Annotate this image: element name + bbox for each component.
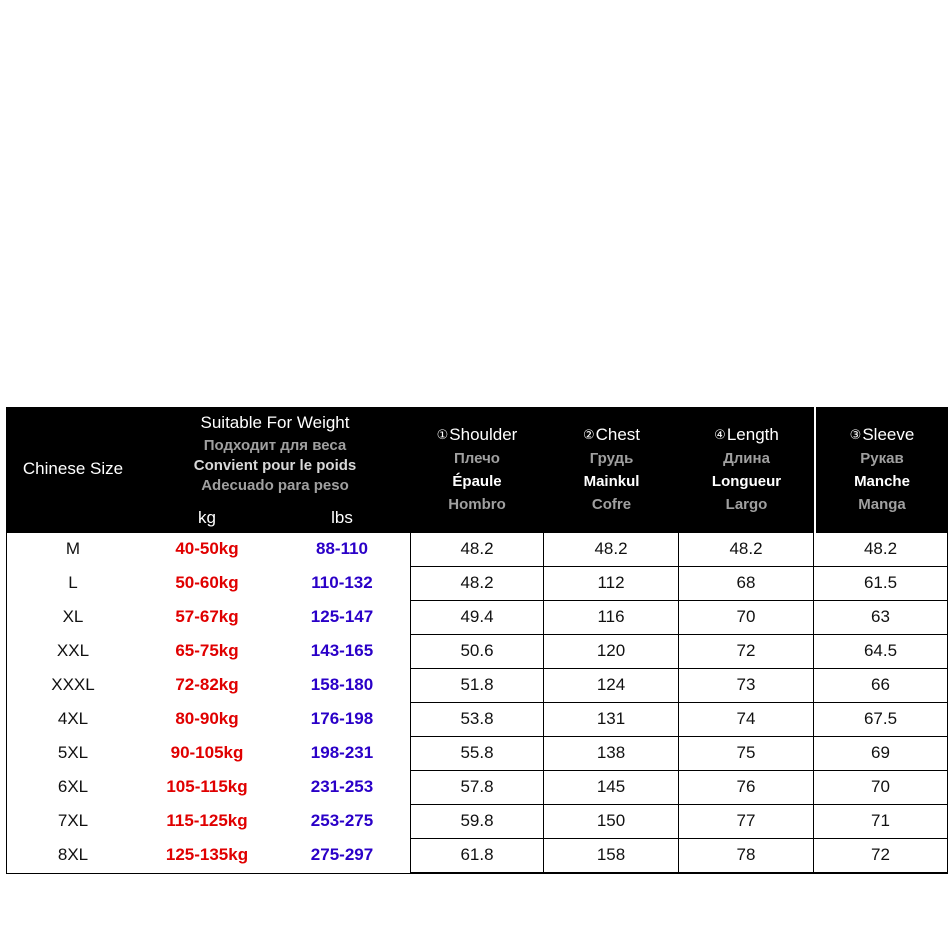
shoulder-cell: 55.8 <box>410 737 544 771</box>
length-cell: 78 <box>679 839 814 873</box>
chest-cell: 124 <box>544 669 679 703</box>
length-cell: 74 <box>679 703 814 737</box>
header-weight-fr: Convient pour le poids <box>193 457 357 474</box>
sleeve-cell: 70 <box>814 771 948 805</box>
weight-lbs-cell: 88-110 <box>316 539 368 558</box>
header-chest <box>544 407 679 533</box>
sleeve-cell: 48.2 <box>814 533 948 567</box>
length-cell: 73 <box>679 669 814 703</box>
size-cell: XXL <box>56 641 90 660</box>
weight-lbs-cell: 158-180 <box>310 675 374 694</box>
sleeve-cell: 69 <box>814 737 948 771</box>
weight-kg-cell: 65-75kg <box>175 641 239 660</box>
shoulder-cell: 59.8 <box>410 805 544 839</box>
chest-cell: 48.2 <box>544 533 679 567</box>
weight-lbs-cell: 253-275 <box>310 811 374 830</box>
chest-cell: 116 <box>544 601 679 635</box>
header-shoulder-ru: Плечо <box>454 450 500 467</box>
header-chest-number: ② <box>582 427 595 442</box>
header-length-label: Length <box>726 425 779 444</box>
shoulder-cell: 48.2 <box>410 533 544 567</box>
length-cell: 48.2 <box>679 533 814 567</box>
header-shoulder-es: Hombro <box>448 496 506 513</box>
length-cell: 68 <box>679 567 814 601</box>
weight-kg-cell: 115-125kg <box>166 811 248 830</box>
header-sleeve-label: Sleeve <box>862 425 915 444</box>
table-row <box>6 601 948 635</box>
header-length-number: ④ <box>714 427 726 442</box>
sleeve-cell: 64.5 <box>814 635 948 669</box>
chest-cell: 158 <box>544 839 679 873</box>
weight-kg-cell: 125-135kg <box>165 845 249 864</box>
weight-lbs-cell: 143-165 <box>310 641 374 660</box>
header-sleeve <box>814 407 948 533</box>
header-length <box>679 407 814 533</box>
shoulder-cell: 50.6 <box>410 635 544 669</box>
header-shoulder-number: ① <box>436 427 449 442</box>
header-chest-label: Chest <box>595 425 641 444</box>
chest-cell: 150 <box>544 805 679 839</box>
size-chart-table <box>6 407 948 873</box>
header-chest-fr: Mainkul <box>583 473 640 490</box>
size-cell: XL <box>62 607 84 626</box>
header-chest-es: Cofre <box>591 496 632 513</box>
sleeve-cell: 72 <box>814 839 948 873</box>
sleeve-cell: 66 <box>814 669 948 703</box>
size-cell: L <box>68 573 78 592</box>
size-cell: XXXL <box>51 675 95 694</box>
shoulder-cell: 57.8 <box>410 771 544 805</box>
header-shoulder <box>410 407 544 533</box>
length-cell: 76 <box>679 771 814 805</box>
chest-cell: 138 <box>544 737 679 771</box>
weight-lbs-cell: 231-253 <box>310 777 374 796</box>
weight-lbs-cell: 125-147 <box>310 607 374 626</box>
table-row <box>6 839 948 873</box>
header-sleeve-number: ③ <box>849 427 862 442</box>
table-row <box>6 805 948 839</box>
table-row <box>6 567 948 601</box>
sleeve-cell: 63 <box>814 601 948 635</box>
size-cell: 6XL <box>57 777 89 796</box>
sleeve-cell: 61.5 <box>814 567 948 601</box>
header-shoulder-en <box>410 425 544 445</box>
weight-kg-cell: 80-90kg <box>175 709 239 728</box>
header-shoulder-label: Shoulder <box>449 425 518 444</box>
header-length-en <box>679 425 814 445</box>
weight-lbs-cell: 275-297 <box>310 845 374 864</box>
shoulder-cell: 48.2 <box>410 567 544 601</box>
shoulder-cell: 49.4 <box>410 601 544 635</box>
header-length-fr: Longueur <box>711 473 782 490</box>
shoulder-cell: 53.8 <box>410 703 544 737</box>
size-cell: 5XL <box>57 743 89 762</box>
weight-kg-cell: 90-105kg <box>170 743 244 762</box>
length-cell: 77 <box>679 805 814 839</box>
header-weight-ru: Подходит для веса <box>203 437 347 454</box>
shoulder-cell: 51.8 <box>410 669 544 703</box>
size-cell: 7XL <box>57 811 89 830</box>
weight-kg-cell: 72-82kg <box>175 675 239 694</box>
weight-kg-cell: 105-115kg <box>166 777 248 796</box>
header-sleeve-ru: Рукав <box>860 450 904 467</box>
table-row <box>6 737 948 771</box>
header-sleeve-fr: Manche <box>854 473 910 490</box>
sleeve-cell: 67.5 <box>814 703 948 737</box>
header-size-weight <box>6 407 410 533</box>
header-sleeve-es: Manga <box>858 496 906 513</box>
header-sleeve-en <box>816 425 948 445</box>
length-cell: 70 <box>679 601 814 635</box>
header-lbs: lbs <box>331 508 353 527</box>
header-chest-ru: Грудь <box>589 450 634 467</box>
header-chinese-size: Chinese Size <box>22 459 124 478</box>
size-cell: 4XL <box>57 709 89 728</box>
length-cell: 72 <box>679 635 814 669</box>
header-kg: kg <box>198 508 216 527</box>
shoulder-cell: 61.8 <box>410 839 544 873</box>
chest-cell: 112 <box>544 567 679 601</box>
sleeve-cell: 71 <box>814 805 948 839</box>
size-cell: M <box>65 539 81 558</box>
table-bottom-border <box>6 873 948 874</box>
length-cell: 75 <box>679 737 814 771</box>
header-chest-en <box>544 425 679 445</box>
weight-kg-cell: 50-60kg <box>175 573 239 592</box>
header-weight-en: Suitable For Weight <box>200 413 350 432</box>
table-row <box>6 669 948 703</box>
table-row <box>6 703 948 737</box>
weight-kg-cell: 40-50kg <box>175 539 239 558</box>
weight-lbs-cell: 176-198 <box>310 709 374 728</box>
weight-lbs-cell: 198-231 <box>310 743 374 762</box>
table-row <box>6 635 948 669</box>
weight-kg-cell: 57-67kg <box>175 607 239 626</box>
header-length-ru: Длина <box>723 450 770 467</box>
table-row <box>6 533 948 567</box>
header-length-es: Largo <box>725 496 768 513</box>
table-body <box>6 533 948 873</box>
chest-cell: 145 <box>544 771 679 805</box>
header-shoulder-fr: Épaule <box>452 473 502 490</box>
header-weight-es: Adecuado para peso <box>201 477 349 494</box>
size-cell: 8XL <box>57 845 89 864</box>
table-row <box>6 771 948 805</box>
chest-cell: 131 <box>544 703 679 737</box>
weight-lbs-cell: 110-132 <box>311 573 373 592</box>
chest-cell: 120 <box>544 635 679 669</box>
